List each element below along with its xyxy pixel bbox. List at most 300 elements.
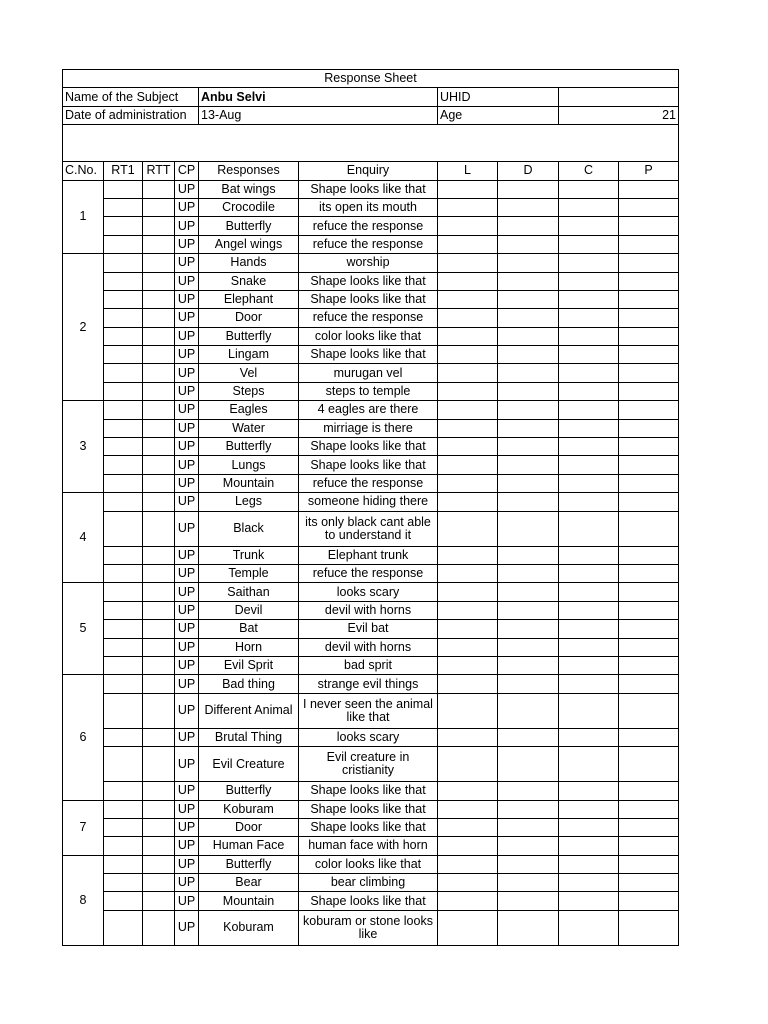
l-cell	[438, 217, 498, 235]
p-cell	[619, 728, 679, 746]
p-cell	[619, 493, 679, 511]
table-row	[63, 198, 679, 216]
c-cell	[559, 254, 619, 272]
d-cell	[498, 800, 559, 818]
rtt-cell	[143, 456, 175, 474]
enquiry-cell: refuce the response	[299, 309, 438, 327]
p-cell	[619, 382, 679, 400]
cp-cell: UP	[175, 474, 199, 492]
rtt-cell	[143, 693, 175, 728]
c-cell	[559, 564, 619, 582]
cp-cell: UP	[175, 290, 199, 308]
spacer-row	[63, 125, 679, 162]
d-cell	[498, 874, 559, 892]
header-d: D	[498, 162, 559, 180]
p-cell	[619, 564, 679, 582]
response-cell: Snake	[199, 272, 299, 290]
p-cell	[619, 272, 679, 290]
enquiry-cell: its open its mouth	[299, 198, 438, 216]
p-cell	[619, 346, 679, 364]
rt1-cell	[104, 747, 143, 782]
p-cell	[619, 874, 679, 892]
rt1-cell	[104, 309, 143, 327]
rtt-cell	[143, 874, 175, 892]
d-cell	[498, 254, 559, 272]
response-sheet-table	[62, 69, 679, 946]
c-cell	[559, 493, 619, 511]
rt1-cell	[104, 272, 143, 290]
c-cell	[559, 364, 619, 382]
d-cell	[498, 620, 559, 638]
card-number: 5	[63, 583, 104, 675]
enquiry-cell: Shape looks like that	[299, 346, 438, 364]
l-cell	[438, 837, 498, 855]
age-label: Age	[438, 106, 498, 124]
rt1-cell	[104, 180, 143, 198]
l-cell	[438, 675, 498, 693]
uhid-label: UHID	[438, 88, 498, 106]
l-cell	[438, 910, 498, 945]
enquiry-cell: bear climbing	[299, 874, 438, 892]
cp-cell: UP	[175, 419, 199, 437]
p-cell	[619, 180, 679, 198]
cp-cell: UP	[175, 382, 199, 400]
enquiry-cell: Shape looks like that	[299, 892, 438, 910]
c-cell	[559, 638, 619, 656]
c-cell	[559, 675, 619, 693]
table-row	[63, 309, 679, 327]
response-cell: Angel wings	[199, 235, 299, 253]
rtt-cell	[143, 272, 175, 290]
cp-cell: UP	[175, 675, 199, 693]
c-cell	[559, 855, 619, 873]
response-cell: Mountain	[199, 474, 299, 492]
header-cno: C.No.	[63, 162, 104, 180]
p-cell	[619, 217, 679, 235]
rt1-cell	[104, 583, 143, 601]
table-row	[63, 601, 679, 619]
c-cell	[559, 583, 619, 601]
rtt-cell	[143, 180, 175, 198]
enquiry-cell: murugan vel	[299, 364, 438, 382]
table-row	[63, 272, 679, 290]
d-cell	[498, 511, 559, 546]
p-cell	[619, 910, 679, 945]
enquiry-cell: Shape looks like that	[299, 438, 438, 456]
p-cell	[619, 198, 679, 216]
cp-cell: UP	[175, 438, 199, 456]
l-cell	[438, 309, 498, 327]
cp-cell: UP	[175, 910, 199, 945]
c-cell	[559, 217, 619, 235]
cp-cell: UP	[175, 327, 199, 345]
rt1-cell	[104, 564, 143, 582]
l-cell	[438, 272, 498, 290]
card-number: 7	[63, 800, 104, 855]
l-cell	[438, 438, 498, 456]
table-row	[63, 346, 679, 364]
d-cell	[498, 309, 559, 327]
card-number: 8	[63, 855, 104, 945]
rt1-cell	[104, 874, 143, 892]
rtt-cell	[143, 892, 175, 910]
p-cell	[619, 327, 679, 345]
rt1-cell	[104, 364, 143, 382]
table-row	[63, 638, 679, 656]
rtt-cell	[143, 638, 175, 656]
response-cell: Evil Sprit	[199, 656, 299, 674]
d-cell	[498, 601, 559, 619]
cp-cell: UP	[175, 198, 199, 216]
response-cell: Door	[199, 309, 299, 327]
p-cell	[619, 747, 679, 782]
l-cell	[438, 874, 498, 892]
l-cell	[438, 747, 498, 782]
table-row	[63, 456, 679, 474]
table-row	[63, 728, 679, 746]
l-cell	[438, 564, 498, 582]
p-cell	[619, 419, 679, 437]
c-cell	[559, 693, 619, 728]
enquiry-cell: koburam or stone looks like	[299, 910, 438, 945]
rtt-cell	[143, 493, 175, 511]
p-cell	[619, 456, 679, 474]
table-row	[63, 511, 679, 546]
l-cell	[438, 254, 498, 272]
c-cell	[559, 382, 619, 400]
enquiry-cell: looks scary	[299, 583, 438, 601]
c-cell	[559, 401, 619, 419]
l-cell	[438, 364, 498, 382]
rt1-cell	[104, 346, 143, 364]
response-cell: Hands	[199, 254, 299, 272]
d-cell	[498, 782, 559, 800]
response-cell: Water	[199, 419, 299, 437]
cp-cell: UP	[175, 254, 199, 272]
l-cell	[438, 493, 498, 511]
l-cell	[438, 656, 498, 674]
l-cell	[438, 892, 498, 910]
d-cell	[498, 747, 559, 782]
cp-cell: UP	[175, 564, 199, 582]
enquiry-cell: Shape looks like that	[299, 818, 438, 836]
rt1-cell	[104, 456, 143, 474]
cp-cell: UP	[175, 217, 199, 235]
header-rtt: RTT	[143, 162, 175, 180]
c-cell	[559, 601, 619, 619]
rtt-cell	[143, 818, 175, 836]
rt1-cell	[104, 235, 143, 253]
p-cell	[619, 601, 679, 619]
c-cell	[559, 511, 619, 546]
rtt-cell	[143, 546, 175, 564]
c-cell	[559, 290, 619, 308]
cp-cell: UP	[175, 601, 199, 619]
d-cell	[498, 855, 559, 873]
p-cell	[619, 254, 679, 272]
enquiry-cell: mirriage is there	[299, 419, 438, 437]
p-cell	[619, 693, 679, 728]
d-cell	[498, 456, 559, 474]
enquiry-cell: Evil bat	[299, 620, 438, 638]
enquiry-cell: devil with horns	[299, 601, 438, 619]
c-cell	[559, 235, 619, 253]
p-cell	[619, 364, 679, 382]
l-cell	[438, 382, 498, 400]
l-cell	[438, 800, 498, 818]
header-c: C	[559, 162, 619, 180]
header-row	[63, 162, 679, 180]
c-cell	[559, 180, 619, 198]
header-responses: Responses	[199, 162, 299, 180]
d-cell	[498, 693, 559, 728]
table-row	[63, 235, 679, 253]
p-cell	[619, 800, 679, 818]
enquiry-cell: Shape looks like that	[299, 456, 438, 474]
d-cell	[498, 474, 559, 492]
p-cell	[619, 438, 679, 456]
c-cell	[559, 837, 619, 855]
rtt-cell	[143, 419, 175, 437]
cp-cell: UP	[175, 892, 199, 910]
response-cell: Butterfly	[199, 855, 299, 873]
rt1-cell	[104, 419, 143, 437]
enquiry-cell: someone hiding there	[299, 493, 438, 511]
rtt-cell	[143, 401, 175, 419]
date-value: 13-Aug	[199, 106, 438, 124]
table-row	[63, 620, 679, 638]
name-value: Anbu Selvi	[199, 88, 438, 106]
c-cell	[559, 438, 619, 456]
cp-cell: UP	[175, 855, 199, 873]
cp-cell: UP	[175, 874, 199, 892]
enquiry-cell: devil with horns	[299, 638, 438, 656]
enquiry-cell: steps to temple	[299, 382, 438, 400]
table-row	[63, 910, 679, 945]
d-cell	[498, 272, 559, 290]
table-row	[63, 382, 679, 400]
c-cell	[559, 892, 619, 910]
rtt-cell	[143, 782, 175, 800]
l-cell	[438, 235, 498, 253]
rt1-cell	[104, 382, 143, 400]
rtt-cell	[143, 438, 175, 456]
response-cell: Elephant	[199, 290, 299, 308]
c-cell	[559, 419, 619, 437]
c-cell	[559, 728, 619, 746]
rt1-cell	[104, 818, 143, 836]
rt1-cell	[104, 474, 143, 492]
rt1-cell	[104, 620, 143, 638]
l-cell	[438, 419, 498, 437]
response-cell: Temple	[199, 564, 299, 582]
enquiry-cell: its only black cant able to understand it	[299, 511, 438, 546]
header-p: P	[619, 162, 679, 180]
p-cell	[619, 675, 679, 693]
d-cell	[498, 493, 559, 511]
rtt-cell	[143, 656, 175, 674]
table-row	[63, 217, 679, 235]
rt1-cell	[104, 693, 143, 728]
response-cell: Horn	[199, 638, 299, 656]
d-cell	[498, 583, 559, 601]
rtt-cell	[143, 382, 175, 400]
d-cell	[498, 818, 559, 836]
header-l: L	[438, 162, 498, 180]
d-cell	[498, 564, 559, 582]
rtt-cell	[143, 346, 175, 364]
l-cell	[438, 782, 498, 800]
rt1-cell	[104, 855, 143, 873]
p-cell	[619, 235, 679, 253]
rt1-cell	[104, 800, 143, 818]
d-cell	[498, 198, 559, 216]
response-cell: Evil Creature	[199, 747, 299, 782]
table-row	[63, 818, 679, 836]
rt1-cell	[104, 656, 143, 674]
rtt-cell	[143, 747, 175, 782]
c-cell	[559, 782, 619, 800]
response-cell: Different Animal	[199, 693, 299, 728]
cp-cell: UP	[175, 346, 199, 364]
cp-cell: UP	[175, 401, 199, 419]
table-row	[63, 180, 679, 198]
c-cell	[559, 346, 619, 364]
table-row	[63, 874, 679, 892]
rt1-cell	[104, 782, 143, 800]
table-row	[63, 800, 679, 818]
d-cell	[498, 217, 559, 235]
c-cell	[559, 800, 619, 818]
card-number: 2	[63, 254, 104, 401]
c-cell	[559, 198, 619, 216]
table-row	[63, 546, 679, 564]
c-cell	[559, 546, 619, 564]
d-cell	[498, 638, 559, 656]
cp-cell: UP	[175, 620, 199, 638]
response-cell: Devil	[199, 601, 299, 619]
d-cell	[498, 656, 559, 674]
response-cell: Koburam	[199, 800, 299, 818]
cp-cell: UP	[175, 656, 199, 674]
rtt-cell	[143, 254, 175, 272]
cp-cell: UP	[175, 546, 199, 564]
table-row	[63, 747, 679, 782]
card-number: 6	[63, 675, 104, 800]
table-row	[63, 290, 679, 308]
cp-cell: UP	[175, 272, 199, 290]
response-cell: Steps	[199, 382, 299, 400]
rtt-cell	[143, 564, 175, 582]
rtt-cell	[143, 309, 175, 327]
rtt-cell	[143, 855, 175, 873]
table-row	[63, 583, 679, 601]
table-row	[63, 892, 679, 910]
response-cell: Butterfly	[199, 327, 299, 345]
d-cell	[498, 837, 559, 855]
uhid-value	[559, 88, 679, 106]
response-cell: Black	[199, 511, 299, 546]
table-row	[63, 401, 679, 419]
c-cell	[559, 620, 619, 638]
rtt-cell	[143, 364, 175, 382]
rt1-cell	[104, 401, 143, 419]
rtt-cell	[143, 910, 175, 945]
c-cell	[559, 309, 619, 327]
c-cell	[559, 910, 619, 945]
response-cell: Butterfly	[199, 782, 299, 800]
c-cell	[559, 818, 619, 836]
l-cell	[438, 198, 498, 216]
p-cell	[619, 620, 679, 638]
enquiry-cell: Shape looks like that	[299, 180, 438, 198]
response-cell: Crocodile	[199, 198, 299, 216]
table-row	[63, 493, 679, 511]
rt1-cell	[104, 910, 143, 945]
table-row	[63, 438, 679, 456]
l-cell	[438, 728, 498, 746]
rtt-cell	[143, 675, 175, 693]
p-cell	[619, 892, 679, 910]
d-cell	[498, 438, 559, 456]
response-cell: Trunk	[199, 546, 299, 564]
d-cell	[498, 382, 559, 400]
response-cell: Mountain	[199, 892, 299, 910]
c-cell	[559, 327, 619, 345]
response-cell: Koburam	[199, 910, 299, 945]
rt1-cell	[104, 254, 143, 272]
cp-cell: UP	[175, 818, 199, 836]
rt1-cell	[104, 511, 143, 546]
response-cell: Eagles	[199, 401, 299, 419]
l-cell	[438, 583, 498, 601]
enquiry-cell: I never seen the animal like that	[299, 693, 438, 728]
table-row	[63, 656, 679, 674]
p-cell	[619, 474, 679, 492]
table-row	[63, 855, 679, 873]
l-cell	[438, 620, 498, 638]
c-cell	[559, 747, 619, 782]
card-number: 4	[63, 493, 104, 583]
response-cell: Vel	[199, 364, 299, 382]
response-cell: Saithan	[199, 583, 299, 601]
table-row	[63, 364, 679, 382]
response-cell: Bear	[199, 874, 299, 892]
d-cell	[498, 235, 559, 253]
d-cell	[498, 180, 559, 198]
cp-cell: UP	[175, 364, 199, 382]
enquiry-cell: refuce the response	[299, 235, 438, 253]
enquiry-cell: Elephant trunk	[299, 546, 438, 564]
table-row	[63, 419, 679, 437]
rt1-cell	[104, 493, 143, 511]
c-cell	[559, 656, 619, 674]
rt1-cell	[104, 638, 143, 656]
p-cell	[619, 546, 679, 564]
l-cell	[438, 601, 498, 619]
rtt-cell	[143, 217, 175, 235]
response-cell: Butterfly	[199, 438, 299, 456]
table-row	[63, 474, 679, 492]
response-cell: Lungs	[199, 456, 299, 474]
table-row	[63, 254, 679, 272]
card-number: 3	[63, 401, 104, 493]
cp-cell: UP	[175, 456, 199, 474]
table-row	[63, 693, 679, 728]
p-cell	[619, 837, 679, 855]
rtt-cell	[143, 620, 175, 638]
c-cell	[559, 474, 619, 492]
